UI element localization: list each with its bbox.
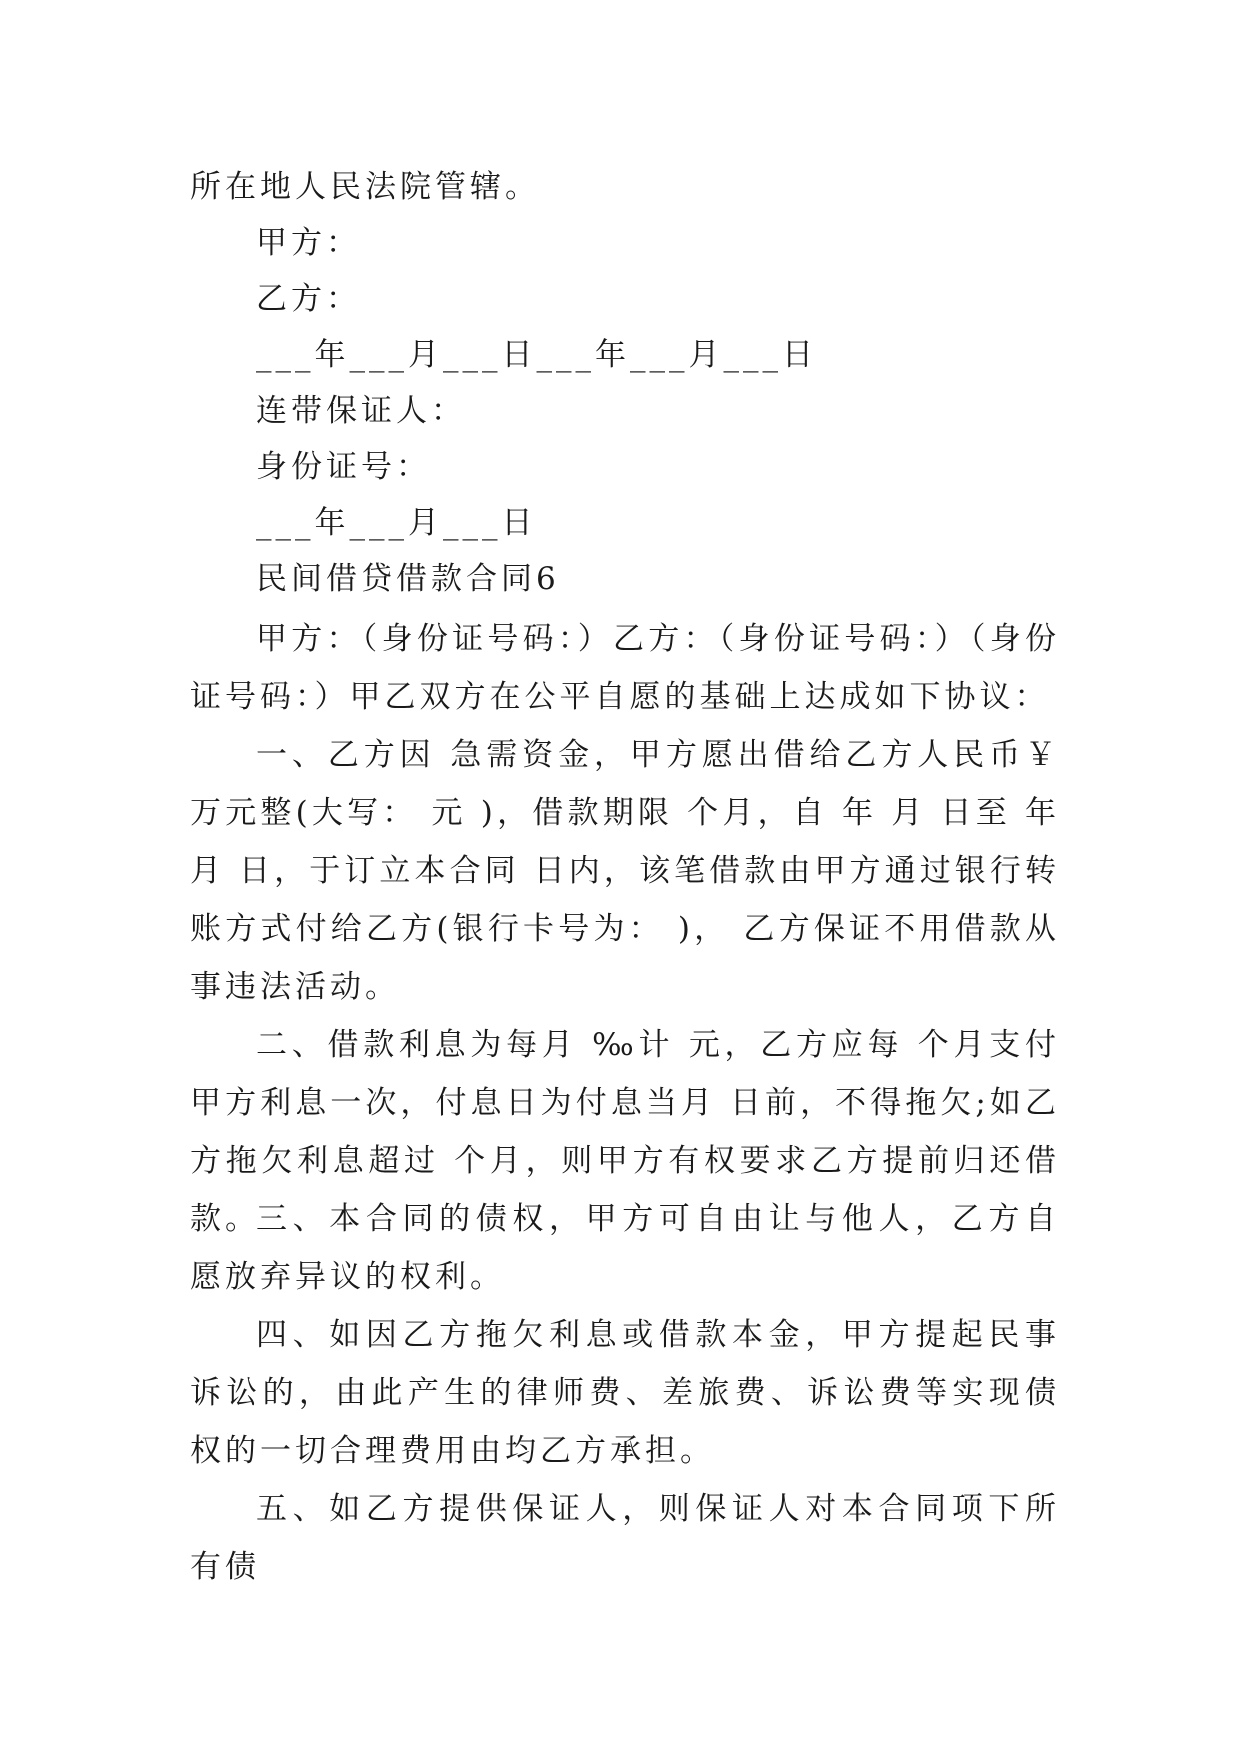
- signing-dates-line: ___年___月___日___年___月___日: [256, 337, 817, 373]
- clause-2-paragraph: 二、借款利息为每月 ‰计 元，乙方应每 个月支付甲方利息一次，付息日为付息当月 日前，不得拖欠;如乙方拖欠利息超过 个月，则甲方有权要求乙方提前归还借款。: [190, 1027, 1060, 1237]
- clause-1-paragraph: 一、乙方因 急需资金，甲方愿出借给乙方人民币￥ 万元整(大写： 元 )，借款期限 个月，自 年 月 日至 年 月 日，于订立本合同 日内，该笔借款由甲方通过银行转账方式付给乙方(银行卡号为： )， 乙方保证不用借款从事违法活动。: [190, 737, 1060, 1005]
- clause-4-paragraph: 四、如因乙方拖欠利息或借款本金，甲方提起民事诉讼的，由此产生的律师费、差旅费、诉讼费等实现债权的一切合理费用由均乙方承担。: [190, 1317, 1060, 1469]
- court-jurisdiction-line: 所在地人民法院管辖。: [190, 169, 540, 205]
- contract-title: 民间借贷借款合同6: [256, 561, 560, 597]
- guarantor-date-line: ___年___月___日: [256, 505, 537, 541]
- parties-paragraph: 甲方：（身份证号码：）乙方：（身份证号码：）（身份证号码：）甲乙双方在公平自愿的基础上达成如下协议：: [190, 621, 1060, 715]
- clause-5-paragraph: 五、如乙方提供保证人，则保证人对本合同项下所有债: [190, 1491, 1060, 1585]
- party-a-label: 甲方：: [256, 225, 361, 261]
- party-b-label: 乙方：: [256, 281, 361, 317]
- guarantor-label: 连带保证人：: [256, 393, 466, 429]
- id-number-label: 身份证号：: [256, 449, 431, 485]
- clause-3-paragraph: 三、本合同的债权，甲方可自由让与他人，乙方自愿放弃异议的权利。: [190, 1201, 1060, 1295]
